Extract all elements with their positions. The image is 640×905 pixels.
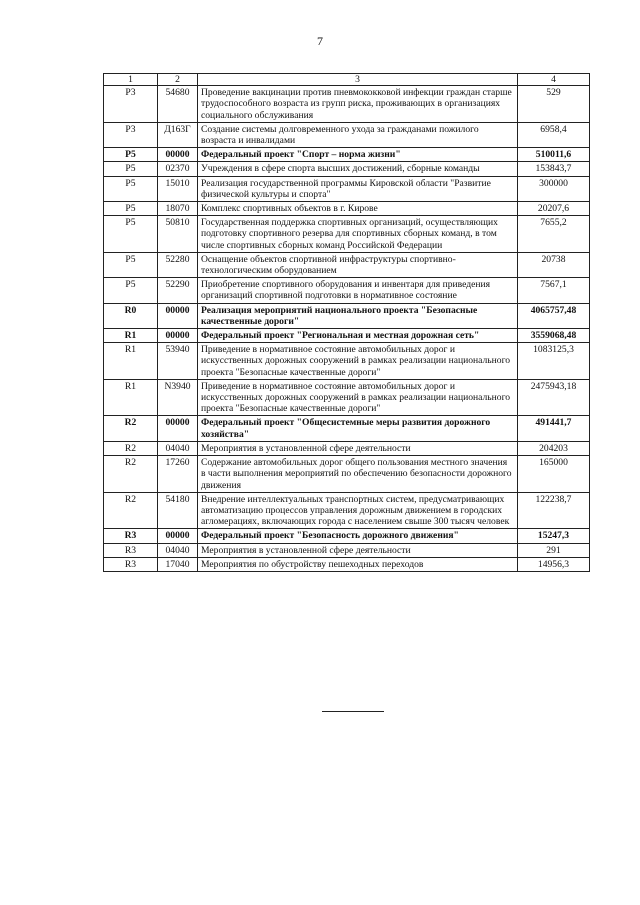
description-cell: Реализация государственной программы Кировской области "Развитие физической культуры и спорта" — [198, 176, 518, 201]
description-cell: Приведение в нормативное состояние автомобильных дорог и искусственных дорожных сооружений в рамках реализации национального проекта "Безопасные качественные дороги" — [198, 343, 518, 380]
expense-code-cell: 52290 — [158, 278, 198, 303]
column-header-3: 3 — [198, 74, 518, 86]
amount-cell: 14956,3 — [518, 557, 590, 571]
description-cell: Федеральный проект "Общесистемные меры развития дорожного хозяйства" — [198, 416, 518, 441]
target-code-cell: R1 — [104, 329, 158, 343]
amount-cell: 300000 — [518, 176, 590, 201]
expense-code-cell: 54180 — [158, 492, 198, 529]
column-header-2: 2 — [158, 74, 198, 86]
target-code-cell: P5 — [104, 176, 158, 201]
expense-code-cell: Д163Г — [158, 122, 198, 147]
amount-cell: 291 — [518, 543, 590, 557]
expense-code-cell: N3940 — [158, 379, 198, 416]
table-row — [104, 343, 590, 380]
target-code-cell: P5 — [104, 252, 158, 277]
target-code-cell: P3 — [104, 86, 158, 123]
expense-code-cell: 17260 — [158, 456, 198, 493]
expense-code-cell: 04040 — [158, 441, 198, 455]
amount-cell: 165000 — [518, 456, 590, 493]
amount-cell: 20738 — [518, 252, 590, 277]
expense-code-cell: 00000 — [158, 416, 198, 441]
table-row — [104, 303, 590, 328]
description-cell: Учреждения в сфере спорта высших достижений, сборные команды — [198, 162, 518, 176]
budget-table — [103, 73, 590, 572]
table-row — [104, 278, 590, 303]
description-cell: Приведение в нормативное состояние автомобильных дорог и искусственных дорожных сооружений в рамках реализации национального проекта "Безопасные качественные дороги" — [198, 379, 518, 416]
description-cell: Мероприятия в установленной сфере деятельности — [198, 543, 518, 557]
description-cell: Проведение вакцинации против пневмококковой инфекции граждан старше трудоспособного возраста из групп риска, проживающих в организациях социального обслуживания — [198, 86, 518, 123]
table-row — [104, 202, 590, 216]
target-code-cell: P5 — [104, 202, 158, 216]
amount-cell: 204203 — [518, 441, 590, 455]
table-row — [104, 329, 590, 343]
expense-code-cell: 00000 — [158, 148, 198, 162]
description-cell: Государственная поддержка спортивных организаций, осуществляющих подготовку спортивного резерва для спортивных сборных команд, в том числе спортивных сборных команд Российской Федерации — [198, 216, 518, 253]
description-cell: Оснащение объектов спортивной инфраструктуры спортивно-технологическим оборудованием — [198, 252, 518, 277]
target-code-cell: P5 — [104, 278, 158, 303]
amount-cell: 2475943,18 — [518, 379, 590, 416]
description-cell: Внедрение интеллектуальных транспортных систем, предусматривающих автоматизацию процессов управления дорожным движением в городских агломерациях, включающих города с населением свыше 300 тысяч человек — [198, 492, 518, 529]
expense-code-cell: 00000 — [158, 329, 198, 343]
target-code-cell: P5 — [104, 148, 158, 162]
description-cell: Федеральный проект "Безопасность дорожного движения" — [198, 529, 518, 543]
expense-code-cell: 52280 — [158, 252, 198, 277]
amount-cell: 7567,1 — [518, 278, 590, 303]
table-row — [104, 416, 590, 441]
amount-cell: 122238,7 — [518, 492, 590, 529]
description-cell: Федеральный проект "Региональная и местная дорожная сеть" — [198, 329, 518, 343]
target-code-cell: R2 — [104, 416, 158, 441]
amount-cell: 153843,7 — [518, 162, 590, 176]
description-cell: Содержание автомобильных дорог общего пользования местного значения в части выполнения мероприятий по обеспечению безопасности дорожного движения — [198, 456, 518, 493]
table-row — [104, 252, 590, 277]
target-code-cell: P5 — [104, 216, 158, 253]
description-cell: Создание системы долговременного ухода за гражданами пожилого возраста и инвалидами — [198, 122, 518, 147]
expense-code-cell: 17040 — [158, 557, 198, 571]
amount-cell: 7655,2 — [518, 216, 590, 253]
amount-cell: 6958,4 — [518, 122, 590, 147]
table-row — [104, 492, 590, 529]
expense-code-cell: 18070 — [158, 202, 198, 216]
table-row — [104, 176, 590, 201]
table-row — [104, 86, 590, 123]
page-number: 7 — [317, 34, 323, 48]
description-cell: Приобретение спортивного оборудования и инвентаря для приведения организаций спортивной подготовки в нормативное состояние — [198, 278, 518, 303]
description-cell: Мероприятия по обустройству пешеходных переходов — [198, 557, 518, 571]
description-cell: Федеральный проект "Спорт – норма жизни" — [198, 148, 518, 162]
table-body — [104, 86, 590, 572]
table-row — [104, 456, 590, 493]
amount-cell: 529 — [518, 86, 590, 123]
amount-cell: 510011,6 — [518, 148, 590, 162]
target-code-cell: R2 — [104, 456, 158, 493]
expense-code-cell: 50810 — [158, 216, 198, 253]
amount-cell: 20207,6 — [518, 202, 590, 216]
target-code-cell: P3 — [104, 122, 158, 147]
target-code-cell: R1 — [104, 343, 158, 380]
table-row — [104, 379, 590, 416]
table-row — [104, 148, 590, 162]
amount-cell: 15247,3 — [518, 529, 590, 543]
amount-cell: 491441,7 — [518, 416, 590, 441]
target-code-cell: R3 — [104, 557, 158, 571]
target-code-cell: R3 — [104, 529, 158, 543]
table-row — [104, 122, 590, 147]
amount-cell: 3559068,48 — [518, 329, 590, 343]
expense-code-cell: 15010 — [158, 176, 198, 201]
table-row — [104, 543, 590, 557]
table-row — [104, 441, 590, 455]
end-of-page-rule — [322, 711, 384, 712]
table-row — [104, 529, 590, 543]
amount-cell: 4065757,48 — [518, 303, 590, 328]
target-code-cell: R2 — [104, 441, 158, 455]
expense-code-cell: 00000 — [158, 303, 198, 328]
target-code-cell: R1 — [104, 379, 158, 416]
column-header-1: 1 — [104, 74, 158, 86]
amount-cell: 1083125,3 — [518, 343, 590, 380]
description-cell: Мероприятия в установленной сфере деятельности — [198, 441, 518, 455]
column-header-4: 4 — [518, 74, 590, 86]
target-code-cell: R0 — [104, 303, 158, 328]
table-row — [104, 557, 590, 571]
expense-code-cell: 54680 — [158, 86, 198, 123]
target-code-cell: R3 — [104, 543, 158, 557]
target-code-cell: P5 — [104, 162, 158, 176]
expense-code-cell: 00000 — [158, 529, 198, 543]
expense-code-cell: 02370 — [158, 162, 198, 176]
description-cell: Реализация мероприятий национального проекта "Безопасные качественные дороги" — [198, 303, 518, 328]
description-cell: Комплекс спортивных объектов в г. Кирове — [198, 202, 518, 216]
target-code-cell: R2 — [104, 492, 158, 529]
expense-code-cell: 53940 — [158, 343, 198, 380]
table-row — [104, 216, 590, 253]
expense-code-cell: 04040 — [158, 543, 198, 557]
table-header-row — [104, 74, 590, 86]
table-row — [104, 162, 590, 176]
